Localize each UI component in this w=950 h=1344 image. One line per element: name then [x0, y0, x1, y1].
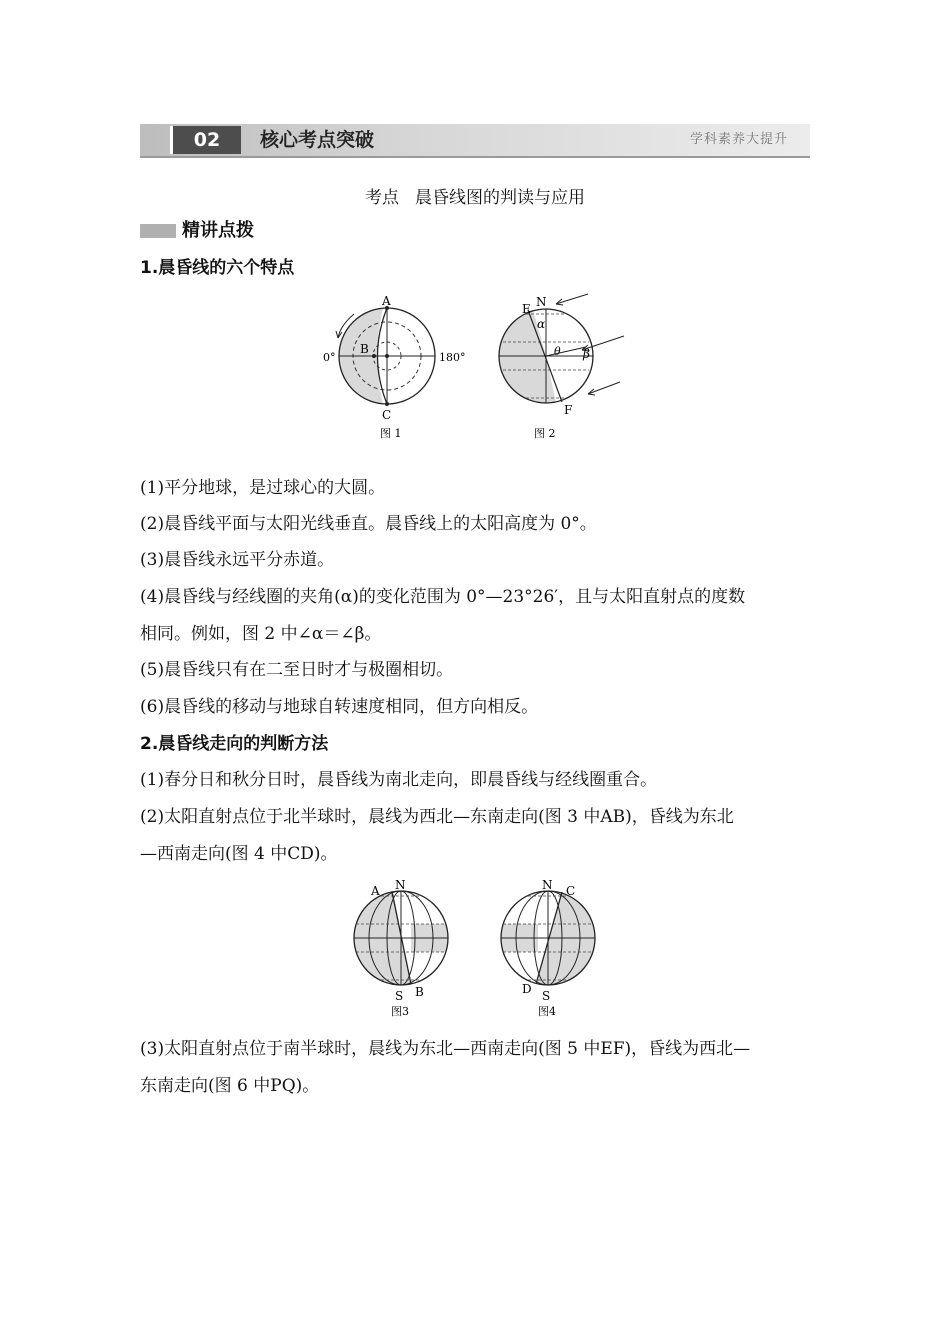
- fig4-label-s: S: [542, 989, 551, 1003]
- section1-item-4: (4)晨昏线与经线圈的夹角(α)的变化范围为 0°—23°26′，且与太阳直射点的度数: [140, 587, 746, 607]
- section2-item-1: (1)春分日和秋分日时，晨昏线为南北走向，即晨昏线与经线圈重合。: [140, 770, 658, 790]
- subheading-bar: [140, 224, 176, 238]
- section-banner: [140, 124, 810, 158]
- fig3-label-s: S: [395, 989, 404, 1003]
- fig4-caption: 图4: [538, 1005, 556, 1018]
- fig2-label-theta: θ: [554, 345, 561, 358]
- fig1-label-b: B: [360, 342, 369, 356]
- fig3-label-b: B: [415, 985, 424, 999]
- section-slogan: 学科素养大提升: [689, 132, 788, 147]
- fig2-label-f: F: [564, 403, 573, 417]
- fig2-label-beta: β: [583, 347, 590, 361]
- fig2-label-e: E: [522, 302, 531, 316]
- section2-item-3: (3)太阳直射点位于南半球时，晨线为东北—西南走向(图 5 中EF)，昏线为西北—: [140, 1039, 751, 1059]
- fig2-label-n: N: [536, 295, 547, 309]
- fig1-label-0: 0°: [323, 351, 336, 364]
- section1-item-5: (5)晨昏线只有在二至日时才与极圈相切。: [140, 660, 454, 680]
- section2-item-2-cont: —西南走向(图 4 中CD)。: [140, 844, 338, 864]
- section1-item-2: (2)晨昏线平面与太阳光线垂直。晨昏线上的太阳高度为 0°。: [140, 514, 597, 534]
- fig3-label-n: N: [395, 878, 406, 892]
- fig4-label-n: N: [542, 878, 553, 892]
- figure-3: [345, 876, 465, 1022]
- section2-item-2: (2)太阳直射点位于北半球时，晨线为西北—东南走向(图 3 中AB)，昏线为东北: [140, 807, 734, 827]
- fig3-label-a: A: [371, 884, 380, 898]
- section2-heading: 2.晨昏线走向的判断方法: [140, 734, 329, 754]
- figure-4: [494, 876, 614, 1022]
- fig1-label-c: C: [382, 408, 392, 422]
- topic-title: [0, 186, 950, 210]
- fig3-caption: 图3: [391, 1005, 409, 1018]
- fig4-label-c: C: [566, 884, 576, 898]
- section1-heading: 1.晨昏线的六个特点: [140, 258, 295, 278]
- topic-label: 考点: [365, 188, 399, 208]
- section1-item-3: (3)晨昏线永远平分赤道。: [140, 550, 335, 570]
- subheading-text: 精讲点拨: [182, 220, 254, 241]
- fig1-caption: 图 1: [380, 427, 402, 440]
- fig1-label-180: 180°: [439, 351, 466, 364]
- fig4-label-d: D: [522, 982, 532, 996]
- fig1-label-a: A: [382, 294, 391, 308]
- topic-name: 晨昏线图的判读与应用: [415, 188, 585, 208]
- fig2-caption: 图 2: [534, 427, 556, 440]
- figure-2: [496, 292, 636, 442]
- section1-item-4-cont: 相同。例如，图 2 中∠α＝∠β。: [140, 624, 382, 644]
- section1-item-1: (1)平分地球，是过球心的大圆。: [140, 478, 386, 498]
- fig2-label-alpha: α: [537, 317, 546, 331]
- figure-1: [318, 292, 478, 442]
- section-title: 核心考点突破: [260, 129, 375, 151]
- section1-item-6: (6)晨昏线的移动与地球自转速度相同，但方向相反。: [140, 697, 539, 717]
- section2-item-3-cont: 东南走向(图 6 中PQ)。: [140, 1076, 320, 1096]
- section-number: 02: [170, 126, 241, 154]
